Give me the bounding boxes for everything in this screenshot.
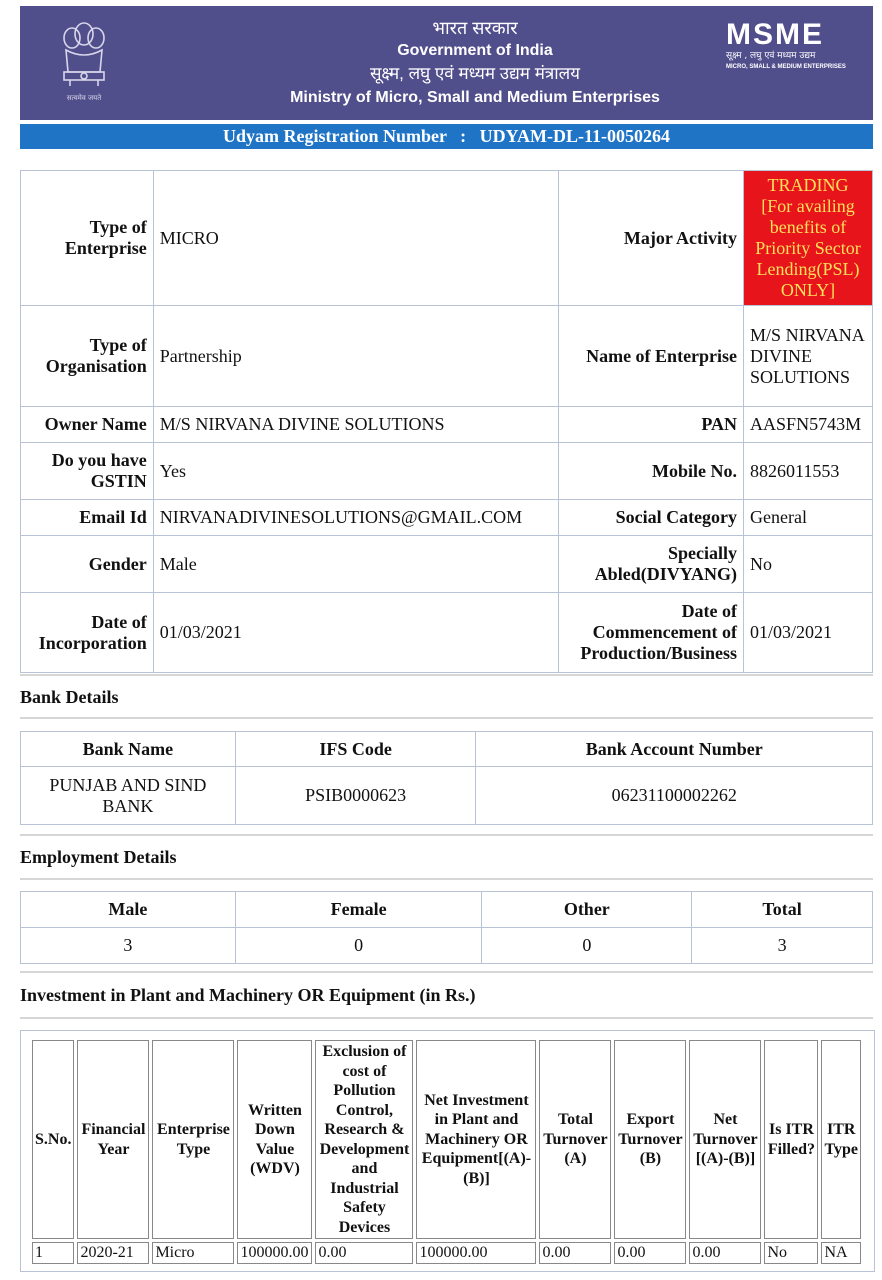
- net-investment-header: Net Investment in Plant and Machinery OR Equipment[(A)-(B)]: [416, 1040, 536, 1239]
- bank-details-table: [20, 731, 873, 825]
- enterprise-type-value: Micro: [152, 1242, 234, 1264]
- export-turnover-value: 0.00: [614, 1242, 686, 1264]
- account-number-header: Bank Account Number: [476, 732, 873, 767]
- male-count: 3: [21, 928, 236, 964]
- female-header: Female: [235, 892, 482, 928]
- incorporation-label: Date of Incorporation: [21, 593, 154, 673]
- divider: [20, 834, 873, 836]
- itr-filled-value: No: [764, 1242, 818, 1264]
- mobile-label: Mobile No.: [559, 443, 744, 500]
- male-header: Male: [21, 892, 236, 928]
- sno-value: 1: [32, 1242, 74, 1264]
- itr-filled-header: Is ITR Filled?: [764, 1040, 818, 1239]
- bank-details-title: Bank Details: [20, 687, 119, 707]
- owner-name-value: M/S NIRVANA DIVINE SOLUTIONS: [153, 407, 559, 443]
- enterprise-type-header: Enterprise Type: [152, 1040, 234, 1239]
- msme-logo-mark: MSME: [726, 18, 824, 51]
- pan-value: AASFN5743M: [744, 407, 873, 443]
- table-row: [21, 443, 873, 500]
- table-row: [21, 536, 873, 593]
- investment-title: Investment in Plant and Machinery OR Equipment (in Rs.): [20, 985, 476, 1005]
- msme-logo-hindi: सूक्ष्म , लघु एवं मध्यम उद्यम: [726, 51, 816, 61]
- social-category-value: General: [744, 500, 873, 536]
- total-count: 3: [692, 928, 873, 964]
- itr-type-value: NA: [821, 1242, 860, 1264]
- net-turnover-header: Net Turnover [(A)-(B)]: [689, 1040, 761, 1239]
- female-count: 0: [235, 928, 482, 964]
- type-of-organisation-value: Partnership: [153, 306, 559, 407]
- header-hindi-ministry: सूक्ष्म, लघु एवं मध्यम उद्यम मंत्रालय: [369, 64, 581, 83]
- type-of-organisation-label: Type of Organisation: [21, 306, 154, 407]
- type-of-enterprise-value: MICRO: [153, 171, 559, 306]
- table-header-row: [32, 1040, 861, 1239]
- commencement-value: 01/03/2021: [744, 593, 873, 673]
- table-row: [21, 407, 873, 443]
- gstin-label: Do you have GSTIN: [21, 443, 154, 500]
- svg-text:सत्यमेव जयते: सत्यमेव जयते: [66, 94, 102, 102]
- email-label: Email Id: [21, 500, 154, 536]
- sno-header: S.No.: [32, 1040, 74, 1239]
- msme-logo-english: MICRO, SMALL & MEDIUM ENTERPRISES: [726, 64, 846, 70]
- gender-value: Male: [153, 536, 559, 593]
- incorporation-value: 01/03/2021: [153, 593, 559, 673]
- wdv-header: Written Down Value (WDV): [237, 1040, 312, 1239]
- divyang-label: Specially Abled(DIVYANG): [559, 536, 744, 593]
- owner-name-label: Owner Name: [21, 407, 154, 443]
- other-header: Other: [482, 892, 692, 928]
- table-header-row: [21, 892, 873, 928]
- divider: [20, 1017, 873, 1019]
- employment-details-title: Employment Details: [20, 847, 177, 867]
- table-header-row: [21, 732, 873, 767]
- udyam-number: UDYAM-DL-11-0050264: [479, 126, 670, 146]
- pan-label: PAN: [559, 407, 744, 443]
- table-row: [32, 1242, 861, 1264]
- bank-name-value: PUNJAB AND SIND BANK: [21, 767, 236, 825]
- commencement-label: Date of Commencement of Production/Business: [559, 593, 744, 673]
- divyang-value: No: [744, 536, 873, 593]
- divider: [20, 674, 873, 676]
- net-investment-value: 100000.00: [416, 1242, 536, 1264]
- table-row: [21, 928, 873, 964]
- email-value: NIRVANADIVINESOLUTIONS@GMAIL.COM: [153, 500, 559, 536]
- header-ministry: Ministry of Micro, Small and Medium Enterprises: [290, 89, 660, 106]
- major-activity-value: TRADING [For availing benefits of Priority Sector Lending(PSL) ONLY]: [744, 171, 873, 306]
- exclusion-cost-value: 0.00: [315, 1242, 413, 1264]
- mobile-value: 8826011553: [744, 443, 873, 500]
- financial-year-header: Financial Year: [77, 1040, 149, 1239]
- investment-panel: [20, 1030, 875, 1272]
- social-category-label: Social Category: [559, 500, 744, 536]
- financial-year-value: 2020-21: [77, 1242, 149, 1264]
- udyam-registration-bar: [20, 124, 873, 149]
- udyam-label: Udyam Registration Number: [223, 126, 447, 146]
- employment-details-table: [20, 891, 873, 964]
- header-titles: [210, 16, 740, 110]
- header-hindi-government: भारत सरकार: [432, 18, 518, 38]
- account-number-value: 06231100002262: [476, 767, 873, 825]
- table-row: [21, 171, 873, 306]
- msme-logo: [726, 20, 856, 72]
- table-row: [21, 306, 873, 407]
- header-banner: [20, 6, 873, 120]
- bank-name-header: Bank Name: [21, 732, 236, 767]
- table-row: [21, 500, 873, 536]
- ifs-code-value: PSIB0000623: [235, 767, 476, 825]
- exclusion-cost-header: Exclusion of cost of Pollution Control, Research & Development and Industrial Safety Devices: [315, 1040, 413, 1239]
- table-row: [21, 593, 873, 673]
- itr-type-header: ITR Type: [821, 1040, 860, 1239]
- name-of-enterprise-label: Name of Enterprise: [559, 306, 744, 407]
- divider: [20, 878, 873, 880]
- total-header: Total: [692, 892, 873, 928]
- enterprise-info-table: [20, 170, 873, 673]
- total-turnover-header: Total Turnover (A): [539, 1040, 611, 1239]
- name-of-enterprise-value: M/S NIRVANA DIVINE SOLUTIONS: [744, 306, 873, 407]
- divider: [20, 971, 873, 973]
- ifs-code-header: IFS Code: [235, 732, 476, 767]
- gstin-value: Yes: [153, 443, 559, 500]
- investment-table: [29, 1037, 864, 1267]
- net-turnover-value: 0.00: [689, 1242, 761, 1264]
- major-activity-label: Major Activity: [559, 171, 744, 306]
- national-emblem-icon: [56, 20, 112, 106]
- table-row: [21, 767, 873, 825]
- total-turnover-value: 0.00: [539, 1242, 611, 1264]
- header-government-of-india: Government of India: [397, 42, 553, 59]
- wdv-value: 100000.00: [237, 1242, 312, 1264]
- export-turnover-header: Export Turnover (B): [614, 1040, 686, 1239]
- type-of-enterprise-label: Type of Enterprise: [21, 171, 154, 306]
- other-count: 0: [482, 928, 692, 964]
- gender-label: Gender: [21, 536, 154, 593]
- divider: [20, 717, 873, 719]
- udyam-separator: :: [460, 126, 467, 146]
